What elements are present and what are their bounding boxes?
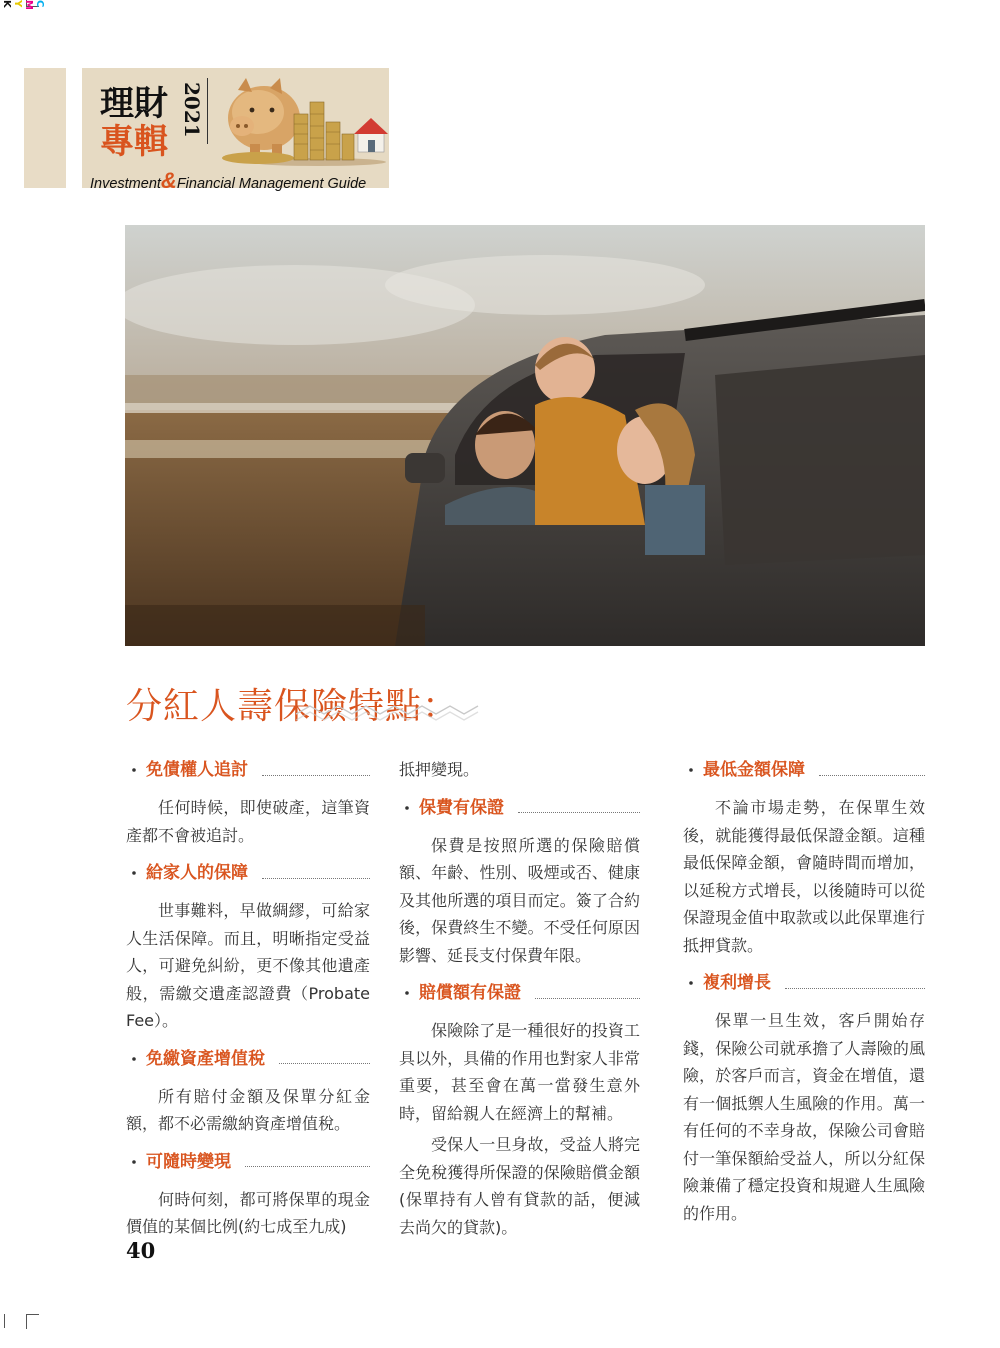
header-divider <box>207 78 208 144</box>
family-car-photo <box>125 225 925 646</box>
paragraph: 任何時候，即使破產，這筆資產都不會被追討。 <box>126 798 370 845</box>
dotted-leader <box>262 775 370 776</box>
subheading-label: 賠償額有保證 <box>419 983 522 1004</box>
paragraph: 不論市場走勢，在保單生效後，就能獲得最低保證金額。這種最低保障金額，會隨時間而增加，以延稅方式增長，以後隨時可以從保證現金值中取款或以此保單進行抵押貸款。 <box>683 798 925 955</box>
subheading-label: 給家人的保障 <box>146 863 249 884</box>
dotted-leader <box>262 878 370 879</box>
title-decoration <box>296 700 486 726</box>
dotted-leader <box>819 775 925 776</box>
section-title: 分紅人壽保險特點： <box>126 686 460 727</box>
subheading-label: 最低金額保障 <box>703 760 806 781</box>
guide-words-financial: Financial Management Guide <box>176 176 367 192</box>
paragraph: 保險除了是一種很好的投資工具以外，具備的作用也對家人非常重要，甚至會在萬一當發生意外時，留給親人在經濟上的幫補。 <box>399 1021 640 1123</box>
paragraph: 受保人一旦身故，受益人將完全免稅獲得所保證的保險賠償金額(保單持有人曾有貸款的話，便減去尚欠的貸款)。 <box>399 1135 640 1237</box>
bullet-dot: ・ <box>126 1152 143 1172</box>
header-title-line2: 專輯 <box>100 122 168 162</box>
bullet-dot: ・ <box>399 798 416 818</box>
crop-mark-bottom <box>26 1314 39 1329</box>
subheading-label: 免債權人追討 <box>146 760 249 781</box>
dotted-leader <box>279 1063 370 1064</box>
bullet-dot: ・ <box>683 974 700 994</box>
column-2 <box>399 756 640 1241</box>
bullet-dot: ・ <box>126 864 143 884</box>
subheading <box>683 756 925 786</box>
dotted-leader <box>245 1166 370 1167</box>
paragraph-continued: 抵押變現。 <box>399 760 480 779</box>
guide-ampersand: & <box>160 168 177 193</box>
subheading <box>126 1148 370 1178</box>
subheading-label: 免繳資產增值稅 <box>146 1048 266 1069</box>
piggy-bank-illustration <box>218 74 388 166</box>
bullet-dot: ・ <box>126 761 143 781</box>
header-tab <box>24 68 66 188</box>
subheading <box>399 979 640 1009</box>
subheading <box>126 859 370 889</box>
dotted-leader <box>518 812 640 813</box>
column-1 <box>126 756 370 1241</box>
paragraph: 保費是按照所選的保險賠償額、年齡、性別、吸煙或否、健康及其他所選的項目而定。簽了合約後，保費終生不變。不受任何原因影響、延長支付保費年限。 <box>399 835 640 965</box>
bullet-dot: ・ <box>399 984 416 1004</box>
paragraph: 保單一旦生效，客戶開始存錢，保險公司就承擔了人壽險的風險，於客戶而言，資金在增值，還有一個抵禦人生風險的作用。萬一有任何的不幸身故，保險公司會賠付一筆保額給受益人，所以分紅保險兼備了穩定投資和規避人生風險的作用。 <box>683 1011 925 1223</box>
dotted-leader <box>535 998 640 999</box>
guide-word-investment: Investment <box>90 176 161 192</box>
magazine-header <box>82 68 389 193</box>
color-bar: C M Y K <box>1 0 45 11</box>
dotted-leader <box>785 988 925 989</box>
bullet-dot: ・ <box>683 761 700 781</box>
subheading-label: 複利增長 <box>703 973 772 994</box>
bullet-dot: ・ <box>126 1049 143 1069</box>
subheading <box>683 969 925 999</box>
paragraph: 所有賠付金額及保單分紅金額，都不必需繳納資產增值稅。 <box>126 1086 370 1133</box>
page-number: 40 <box>126 1238 156 1263</box>
subheading-label: 保費有保證 <box>419 797 505 818</box>
subheading <box>126 756 370 786</box>
paragraph: 世事難料，早做綢繆，可給家人生活保障。而且，明晰指定受益人，可避免糾紛，更不像其他遺產般，需繳交遺產認證費（Probate Fee）。 <box>126 901 370 1030</box>
subheading <box>399 794 640 824</box>
column-3 <box>683 756 925 1227</box>
header-guide-text <box>90 168 366 194</box>
subheading <box>126 1045 370 1075</box>
crop-mark-bottom-left <box>4 1314 6 1328</box>
paragraph: 何時何刻，都可將保單的現金價值的某個比例(約七成至九成) <box>126 1189 370 1236</box>
header-title-line1: 理財 <box>100 84 168 124</box>
header-year: 2021 <box>180 82 204 138</box>
subheading-label: 可隨時變現 <box>146 1151 232 1172</box>
